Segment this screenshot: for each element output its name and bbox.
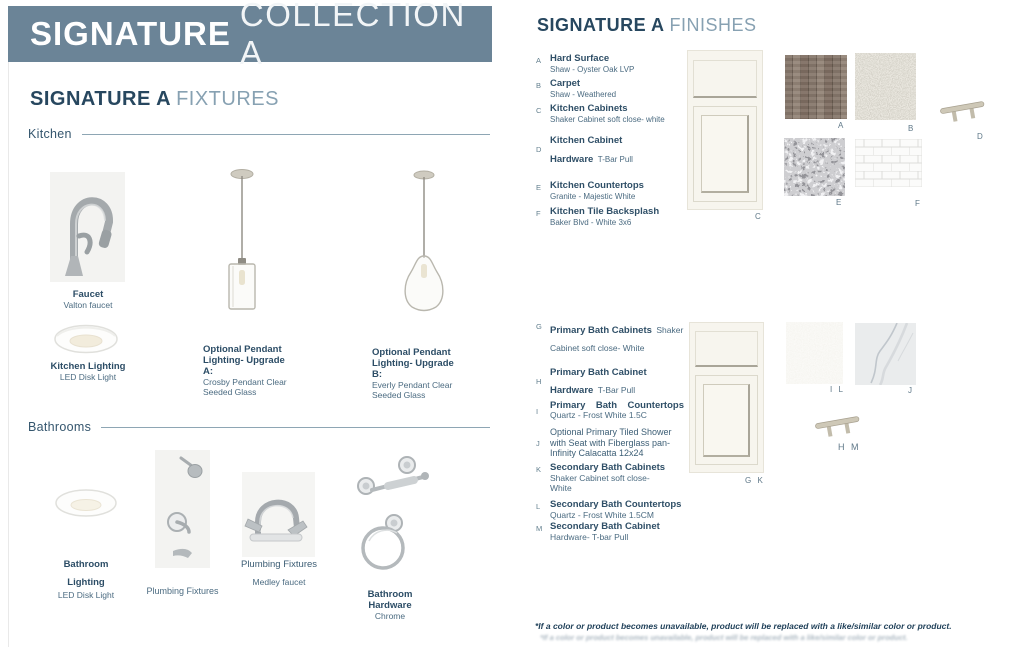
faucet-name: Faucet — [72, 289, 104, 300]
finish-item-primary-bath-countertops — [536, 401, 686, 422]
shower-set-card — [155, 450, 210, 568]
page-edge-line — [8, 62, 9, 647]
bathroom-disk-light-image — [53, 485, 119, 523]
cabinet-door-panel — [703, 384, 749, 458]
finish-letter: B — [536, 81, 542, 91]
towel-ring-image — [357, 512, 412, 572]
kitchen-faucet-card — [50, 172, 125, 282]
swatch-letter-b: B — [908, 124, 916, 133]
kitchen-disk-light-image — [52, 321, 120, 359]
finish-desc: Granite - Majestic White — [550, 192, 636, 202]
bathroom-hardware-label — [345, 590, 435, 622]
kitchen-lighting-name: Kitchen Lighting — [50, 361, 126, 372]
bathroom-lighting-name: Bathroom Lighting — [63, 559, 109, 589]
finish-item-primary-bath-cabinets — [536, 320, 686, 357]
pendant-a-name: Optional Pendant Lighting- Upgrade A: — [203, 344, 285, 377]
fixtures-heading-bold: SIGNATURE A — [30, 88, 172, 110]
swatch-letter-d: D — [977, 132, 985, 141]
cabinet-door-front — [695, 375, 758, 466]
finish-desc: Shaw - Weathered — [550, 90, 617, 100]
medley-desc: Medley faucet — [252, 577, 306, 588]
cabinet-door-panel — [701, 115, 748, 193]
pendant-upgrade-a-label — [203, 345, 295, 397]
finish-name: Primary Bath Cabinet Hardware — [550, 366, 647, 397]
swatch-letter-c: C — [755, 212, 763, 221]
finish-item-secondary-bath-cabinets — [536, 463, 686, 493]
finish-name: Secondary Bath Countertops — [550, 498, 682, 510]
kitchen-section-rule — [82, 134, 490, 135]
finish-name: Kitchen Cabinet Hardware — [550, 135, 623, 165]
medley-faucet-label — [240, 554, 318, 591]
medley-faucet-image — [242, 472, 315, 557]
shower-set-image — [155, 450, 210, 568]
pendant-upgrade-b-label — [372, 348, 464, 400]
finish-letter: G — [536, 322, 542, 331]
finish-name: Primary Bath Cabinets — [550, 325, 652, 336]
finish-name: Kitchen Tile Backsplash — [550, 206, 660, 218]
bathrooms-section-title: Bathrooms — [28, 420, 92, 434]
swatch-letter-hm: H M — [838, 442, 861, 452]
kitchen-tbar-pull-image — [938, 98, 988, 126]
kitchen-lighting-desc: LED Disk Light — [59, 371, 117, 382]
finish-letter: L — [536, 501, 541, 511]
cabinet-drawer-front — [693, 60, 757, 98]
medley-faucet-card — [242, 472, 315, 557]
bathrooms-section-header — [28, 420, 490, 434]
finish-desc: Shaker Cabinet soft close- White — [550, 473, 650, 493]
kitchen-section-header — [28, 127, 490, 141]
bath-tbar-pull-image — [812, 413, 864, 441]
subway-tile-swatch — [855, 139, 922, 187]
quartz-swatch — [786, 322, 843, 384]
finish-desc: Shaker Cabinet soft close- white — [550, 115, 665, 125]
bathroom-hardware-desc: Chrome — [374, 610, 406, 621]
swatch-letter-il: I L — [830, 385, 845, 394]
marble-swatch — [855, 323, 916, 385]
finish-letter: J — [536, 439, 540, 449]
finish-item-secondary-bath-countertops — [536, 500, 686, 521]
finish-name: Kitchen Countertops — [550, 180, 644, 192]
granite-swatch — [784, 138, 845, 196]
finishes-list-baths — [536, 320, 686, 548]
finish-item-primary-bath-hardware — [536, 362, 686, 399]
pendant-upgrade-a-image — [226, 166, 258, 312]
finish-name: Secondary Bath Cabinets — [550, 462, 666, 474]
faucet-desc: Valton faucet — [63, 299, 113, 310]
bath-cabinet-door-image — [689, 322, 764, 473]
finish-desc: Shaw - Oyster Oak LVP — [550, 64, 635, 74]
finish-letter: H — [536, 376, 542, 386]
finish-item-kitchen-backsplash — [536, 207, 678, 227]
finish-name: Primary Bath Countertops — [550, 399, 684, 411]
finishes-heading-bold: SIGNATURE A — [537, 15, 665, 35]
pendant-b-desc: Everly Pendant Clear Seeded Glass — [372, 379, 453, 400]
availability-footnote: *If a color or product becomes unavailable, product will be replaced with a like/similar color or product. — [535, 621, 952, 631]
pendant-upgrade-b-image — [400, 168, 448, 314]
fixtures-heading-light: FIXTURES — [176, 88, 279, 110]
plumbing-fixtures-name: Plumbing Fixtures — [146, 586, 219, 596]
finish-desc: Quartz - Frost White 1.5CM — [550, 509, 654, 520]
finishes-heading-light: FINISHES — [669, 15, 757, 35]
finish-letter: I — [536, 407, 539, 417]
finish-desc: T-Bar Pull — [597, 154, 633, 164]
finish-item-kitchen-countertops — [536, 181, 678, 201]
finish-item-kitchen-cabinet-hardware — [536, 130, 678, 167]
finish-item-secondary-bath-hardware — [536, 522, 686, 543]
pendant-b-name: Optional Pendant Lighting- Upgrade B: — [372, 347, 454, 380]
swatch-letter-gk: G K — [745, 476, 765, 485]
finish-name: Kitchen Cabinets — [550, 103, 628, 115]
collection-banner — [8, 0, 492, 71]
finishes-list-kitchen — [536, 54, 678, 232]
cabinet-door-front — [693, 106, 757, 202]
banner-title-bold: SIGNATURE — [30, 15, 231, 52]
finish-desc: Shaker Cabinet soft close- White — [550, 325, 684, 354]
toilet-paper-holder-image — [352, 455, 432, 505]
swatch-letter-j: J — [908, 386, 914, 395]
finish-name: Hard Surface — [550, 53, 610, 64]
finish-name: Carpet — [550, 78, 581, 90]
finish-desc: Hardware- T-bar Pull — [550, 532, 629, 543]
finish-desc: Baker Blvd - White 3x6 — [550, 218, 632, 228]
bathrooms-section-rule — [101, 427, 490, 428]
finish-desc: T-Bar Pull — [597, 385, 636, 396]
finish-letter: F — [536, 209, 541, 219]
finish-letter: C — [536, 106, 542, 116]
swatch-letter-f: F — [915, 199, 922, 208]
bathroom-lighting-label — [50, 554, 122, 601]
finish-name: Secondary Bath Cabinet — [550, 521, 660, 533]
finish-letter: E — [536, 183, 542, 193]
finish-name: Optional Primary Tiled Shower with Seat with Fiberglass pan- Infinity Calacatta 12x24 — [550, 427, 672, 458]
finish-letter: D — [536, 145, 542, 155]
medley-name: Plumbing Fixtures — [240, 559, 318, 570]
hard-surface-swatch — [785, 55, 847, 119]
kitchen-lighting-label — [40, 362, 136, 383]
kitchen-cabinet-door-image — [687, 50, 763, 210]
kitchen-faucet-image — [50, 172, 125, 282]
finishes-heading — [537, 15, 757, 36]
fixtures-heading — [30, 88, 279, 111]
faucet-label — [40, 290, 136, 311]
finish-item-optional-tiled-shower — [536, 427, 686, 458]
swatch-letter-e: E — [836, 198, 844, 207]
cabinet-drawer-front — [695, 331, 758, 367]
availability-footnote-echo: *If a color or product becomes unavailable, product will be replaced with a like/similar color or product. — [540, 633, 908, 642]
finish-letter: K — [536, 465, 542, 475]
carpet-swatch — [855, 53, 916, 120]
plumbing-fixtures-label — [140, 581, 225, 599]
kitchen-section-title: Kitchen — [28, 127, 72, 141]
finish-letter: A — [536, 56, 542, 65]
finish-item-hard-surface — [536, 54, 678, 74]
finish-item-carpet — [536, 79, 678, 99]
swatch-letter-a: A — [838, 121, 846, 130]
finish-letter: M — [536, 524, 543, 534]
bathroom-lighting-desc: LED Disk Light — [57, 589, 115, 600]
banner-title-light: COLLECTION A — [239, 0, 466, 71]
pendant-a-desc: Crosby Pendant Clear Seeded Glass — [203, 376, 287, 397]
bathroom-hardware-name: Bathroom Hardware — [367, 589, 413, 611]
finish-item-kitchen-cabinets — [536, 104, 678, 124]
finish-desc: Quartz - Frost White 1.5C — [550, 410, 647, 421]
